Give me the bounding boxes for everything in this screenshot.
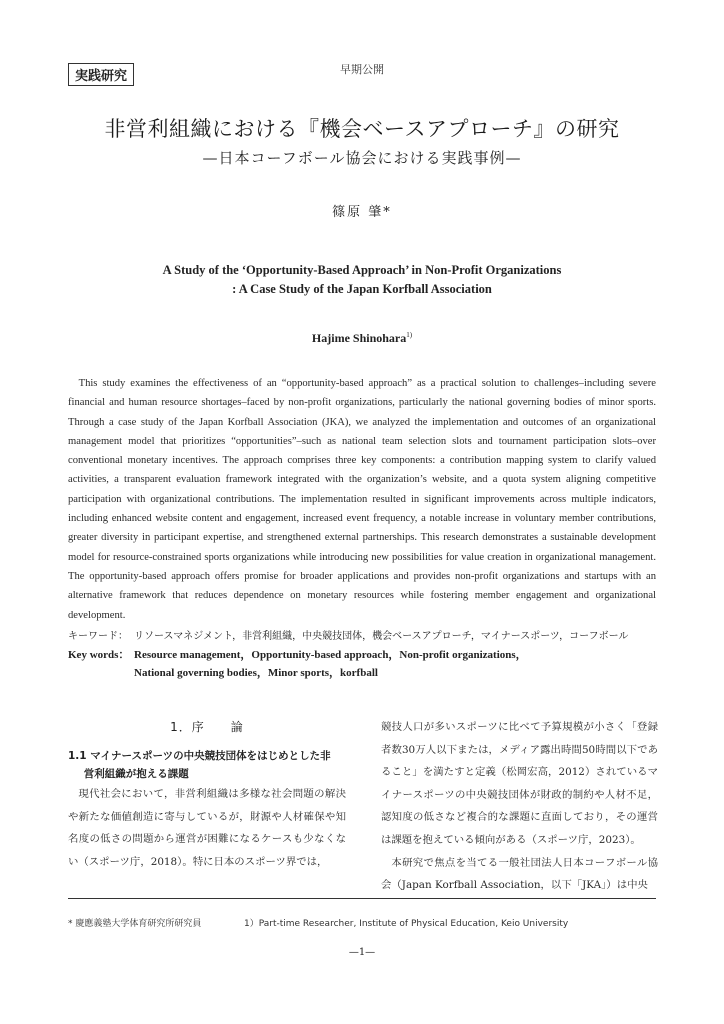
keywords-en-values: Resource management，Opportunity-based approach，Non-profit organizations， — [134, 649, 527, 661]
keywords-en-values-cont: National governing bodies，Minor sports，korfball — [134, 667, 378, 679]
keywords-en-label: Key words： — [68, 649, 130, 661]
subsection-heading-line2: 営利組織が抱える課題 — [83, 768, 189, 780]
subsection-heading-line1: 1.1 マイナースポーツの中央競技団体をはじめとした非 — [68, 750, 331, 762]
category-badge: 実践研究 — [68, 63, 134, 86]
title-japanese: 非営利組織における『機会ベースアプローチ』の研究 — [104, 117, 620, 141]
title-english-line1: A Study of the ‘Opportunity-Based Approach’ in Non-Profit Organizations — [162, 263, 562, 277]
keywords-en-row — [68, 646, 668, 664]
abstract: This study examines the effectiveness of an “opportunity-based approach” as a practical solution to challenges–including severe financial and human resource shortages–faced by non-profit organizations, particularly the national governing bodies of minor sports. Through a case study of the Japan Korfball Association (JKA), we analyzed the implementation and outcomes of an organizational management model that prioritizes “opportunities”–such as national team selection slots and tournament participation slots–over conventional monetary incentives. The approach comprises three key components: a contribution mapping system to clarify valued activities, a transparent evaluation framework integrated with the organization’s website, and a quota system aligning competitive participation with organizational contributions. The implementation resulted in significant improvements across multiple indicators, including enhanced website content and engagement, increased event frequency, a notable increase in voluntary member contributions, greater diversity in participant expertise, and strengthened external partnerships. This research demonstrates a sustainable development model for resource-constrained sports organizations while introducing new possibilities for value creation in organizational management. The opportunity-based approach offers promise for broader applications and provides non-profit organizations and startups with an alternative framework that reduces dependence on monetary resources while fostering member engagement and organizational development. — [68, 378, 656, 621]
author-japanese: 篠原 肇* — [332, 205, 392, 220]
body-paragraph: 現代社会において，非営利組織は多様な社会問題の解決や新たな価値創造に寄与しているが，財源や人材確保や知名度の低さの問題から運営が困難になるケースも少なくない（スポーツ庁，2018）。特に日本のスポーツ界では， — [68, 788, 346, 868]
author-english — [0, 331, 724, 346]
keywords-ja-row — [68, 628, 668, 646]
author-english-name: Hajime Shinohara — [311, 331, 407, 345]
affiliation-mark: 1) — [406, 331, 413, 339]
page-number: —1— — [348, 947, 376, 958]
body-paragraph-right-2: 本研究で焦点を当てる一般社団法人日本コーフボール協会（Japan Korfball Association，以下「JKA」）は中央 — [381, 856, 658, 892]
subtitle-japanese: —日本コーフボール協会における実践事例— — [202, 149, 522, 167]
subsection-heading — [68, 747, 346, 783]
footnote-affiliation-en: 1）Part-time Researcher, Institute of Physical Education, Keio University — [244, 919, 569, 929]
left-column — [68, 718, 346, 873]
title-english — [0, 261, 724, 299]
right-column — [381, 716, 658, 897]
footnote-affiliation-ja: * 慶應義塾大学体育研究所研究員 — [68, 919, 202, 929]
section-heading: 1．序 論 — [170, 720, 244, 734]
footnote-divider — [68, 898, 656, 899]
keywords-ja-label: キーワード： — [68, 631, 128, 642]
keywords-block — [68, 628, 668, 682]
early-release-label: 早期公開 — [340, 63, 384, 76]
keywords-ja-values: リソースマネジメント，非営利組織，中央競技団体，機会ベースアプローチ，マイナースポーツ，コーフボール — [134, 631, 629, 642]
body-paragraph-right: 競技人口が多いスポーツに比べて予算規模が小さく「登録者数30万人以下または，メディア露出時間50時間以下であること」を満たすと定義（松岡宏高，2012）されているマイナースポーツの中央競技団体が財政的制約や人材不足，認知度の低さなど複合的な課題に直面しており，その運営は課題を抱えている傾向がある（スポーツ庁，2023）。 — [381, 721, 658, 846]
title-english-line2: : A Case Study of the Japan Korfball Association — [232, 282, 492, 296]
